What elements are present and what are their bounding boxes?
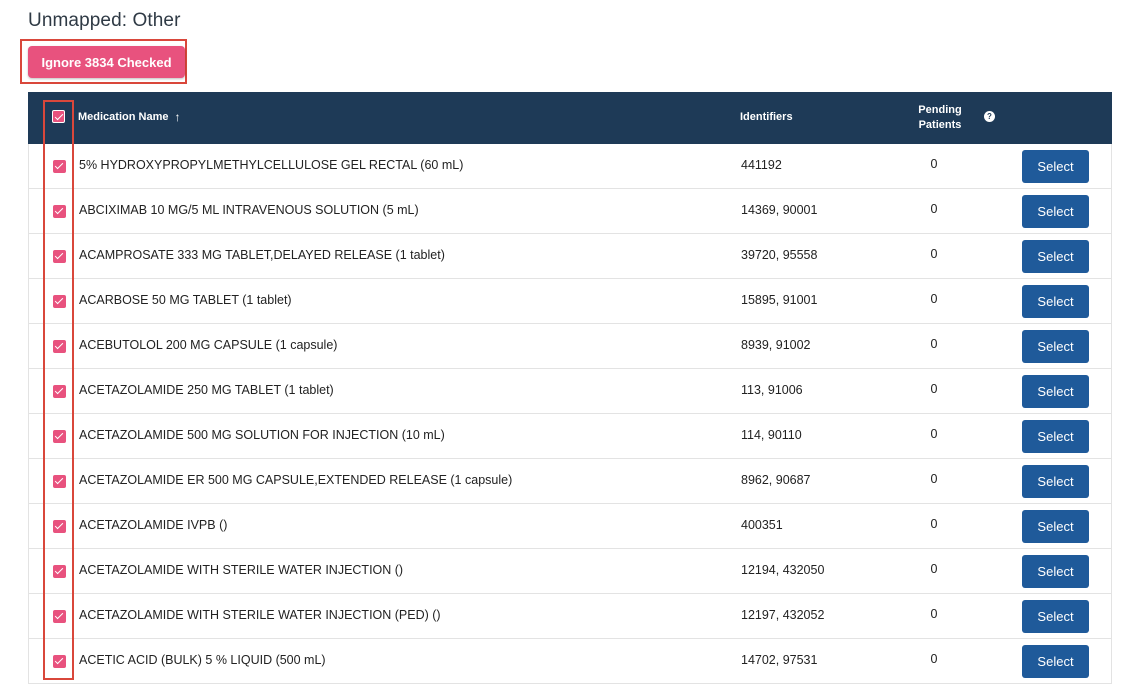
medication-identifiers: 8939, 91002	[741, 338, 811, 352]
pending-patients-count: 0	[930, 292, 938, 306]
table-row	[28, 234, 1112, 279]
pending-patients-count: 0	[930, 427, 938, 441]
pending-patients-count: 0	[930, 382, 938, 396]
table-row	[28, 279, 1112, 324]
column-header-identifiers: Identifiers	[740, 111, 793, 123]
select-button[interactable]: Select	[1022, 420, 1089, 453]
table-row	[28, 414, 1112, 459]
medication-identifiers: 39720, 95558	[741, 248, 818, 262]
medication-name: ACAMPROSATE 333 MG TABLET,DELAYED RELEASE (1 tablet)	[79, 248, 445, 262]
select-cell	[1022, 465, 1089, 498]
pending-patients-count: 0	[930, 652, 938, 666]
row-checkbox[interactable]	[53, 610, 66, 623]
select-cell	[1022, 645, 1089, 678]
medication-identifiers: 14702, 97531	[741, 653, 818, 667]
table-row	[28, 594, 1112, 639]
table-row	[28, 639, 1112, 684]
select-cell	[1022, 420, 1089, 453]
row-checkbox[interactable]	[53, 295, 66, 308]
medication-identifiers: 441192	[741, 158, 782, 172]
medication-name: ABCIXIMAB 10 MG/5 ML INTRAVENOUS SOLUTION (5 mL)	[79, 203, 419, 217]
medication-identifiers: 15895, 91001	[741, 293, 818, 307]
medication-name: ACETAZOLAMIDE IVPB ()	[79, 518, 228, 532]
pending-header-line1: Pending	[918, 104, 962, 116]
row-checkbox[interactable]	[53, 340, 66, 353]
pending-patients-count: 0	[930, 157, 938, 171]
table-row	[28, 369, 1112, 414]
pending-header-line2: Patients	[918, 119, 962, 131]
medication-identifiers: 12194, 432050	[741, 563, 825, 577]
select-button[interactable]: Select	[1022, 600, 1089, 633]
medication-table	[28, 92, 1112, 684]
medication-identifiers: 114, 90110	[741, 428, 802, 442]
table-row	[28, 189, 1112, 234]
row-checkbox[interactable]	[53, 565, 66, 578]
medication-identifiers: 113, 91006	[741, 383, 803, 397]
select-button[interactable]: Select	[1022, 465, 1089, 498]
table-row	[28, 324, 1112, 369]
select-cell	[1022, 375, 1089, 408]
column-header-pending-patients	[908, 103, 972, 133]
table-row	[28, 459, 1112, 504]
select-button[interactable]: Select	[1022, 195, 1089, 228]
table-body	[28, 144, 1112, 684]
medication-identifiers: 400351	[741, 518, 783, 532]
select-button[interactable]: Select	[1022, 150, 1089, 183]
medication-name: ACETAZOLAMIDE 500 MG SOLUTION FOR INJECTION (10 mL)	[79, 428, 445, 442]
pending-patients-count: 0	[930, 337, 938, 351]
select-cell	[1022, 600, 1089, 633]
select-cell	[1022, 240, 1089, 273]
select-button[interactable]: Select	[1022, 285, 1089, 318]
medication-name: ACETAZOLAMIDE WITH STERILE WATER INJECTION ()	[79, 563, 404, 577]
select-cell	[1022, 555, 1089, 588]
medication-identifiers: 8962, 90687	[741, 473, 811, 487]
medication-name: ACETAZOLAMIDE WITH STERILE WATER INJECTION (PED) ()	[79, 608, 441, 622]
help-icon[interactable]: ?	[984, 111, 995, 122]
medication-identifiers: 14369, 90001	[741, 203, 818, 217]
medication-name: ACARBOSE 50 MG TABLET (1 tablet)	[79, 293, 292, 307]
row-checkbox[interactable]	[53, 430, 66, 443]
row-checkbox[interactable]	[53, 655, 66, 668]
table-header	[28, 92, 1112, 144]
pending-patients-count: 0	[930, 517, 938, 531]
medication-name: ACEBUTOLOL 200 MG CAPSULE (1 capsule)	[79, 338, 338, 352]
row-checkbox[interactable]	[53, 520, 66, 533]
table-row	[28, 144, 1112, 189]
table-row	[28, 504, 1112, 549]
medication-name: 5% HYDROXYPROPYLMETHYLCELLULOSE GEL RECTAL (60 mL)	[79, 158, 464, 172]
select-button[interactable]: Select	[1022, 240, 1089, 273]
page-title: Unmapped: Other	[28, 10, 181, 31]
medication-name: ACETAZOLAMIDE ER 500 MG CAPSULE,EXTENDED RELEASE (1 capsule)	[79, 473, 513, 487]
select-button[interactable]: Select	[1022, 330, 1089, 363]
select-button[interactable]: Select	[1022, 645, 1089, 678]
pending-patients-count: 0	[930, 202, 938, 216]
medication-name: ACETAZOLAMIDE 250 MG TABLET (1 tablet)	[79, 383, 334, 397]
select-cell	[1022, 330, 1089, 363]
medication-identifiers: 12197, 432052	[741, 608, 825, 622]
row-checkbox[interactable]	[53, 250, 66, 263]
column-header-medication-name-label: Medication Name	[78, 111, 169, 123]
column-header-medication-name[interactable]	[78, 111, 180, 123]
select-all-checkbox[interactable]	[52, 110, 65, 123]
pending-patients-count: 0	[930, 472, 938, 486]
select-cell	[1022, 510, 1089, 543]
row-checkbox[interactable]	[53, 475, 66, 488]
sort-ascending-icon: ↑	[174, 110, 181, 124]
medication-name: ACETIC ACID (BULK) 5 % LIQUID (500 mL)	[79, 653, 326, 667]
select-cell	[1022, 195, 1089, 228]
row-checkbox[interactable]	[53, 205, 66, 218]
select-button[interactable]: Select	[1022, 555, 1089, 588]
row-checkbox[interactable]	[53, 160, 66, 173]
select-button[interactable]: Select	[1022, 510, 1089, 543]
pending-patients-count: 0	[930, 607, 938, 621]
table-row	[28, 549, 1112, 594]
ignore-checked-button[interactable]: Ignore 3834 Checked	[28, 46, 185, 78]
select-cell	[1022, 285, 1089, 318]
select-cell	[1022, 150, 1089, 183]
pending-patients-count: 0	[930, 562, 938, 576]
select-button[interactable]: Select	[1022, 375, 1089, 408]
pending-patients-count: 0	[930, 247, 938, 261]
row-checkbox[interactable]	[53, 385, 66, 398]
